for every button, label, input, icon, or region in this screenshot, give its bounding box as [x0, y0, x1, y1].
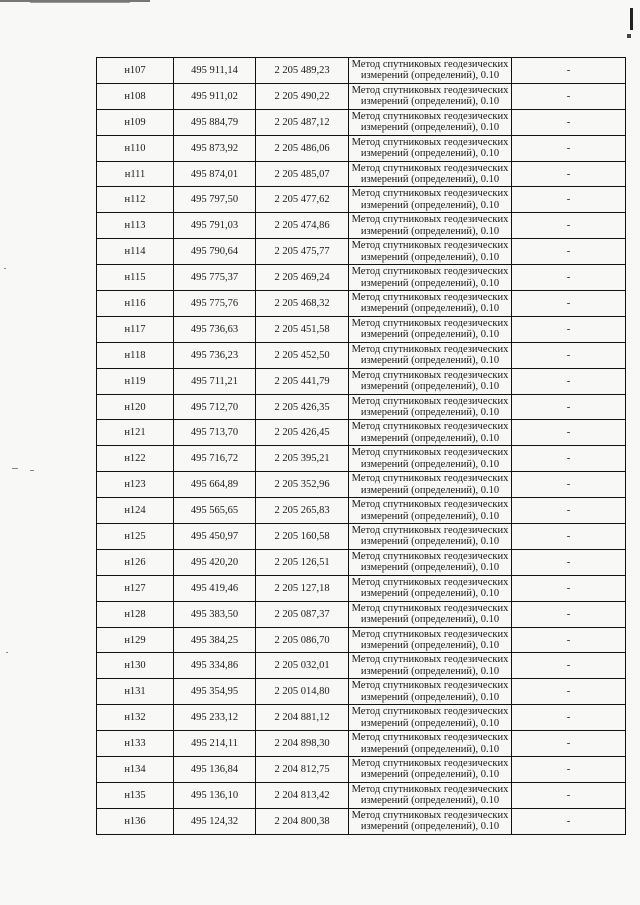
coord-x-cell: 495 565,65	[174, 498, 256, 524]
coord-x-cell: 495 791,03	[174, 213, 256, 239]
method-cell	[349, 58, 512, 84]
method-cell	[349, 679, 512, 705]
method-line2: измерений (определений), 0.10	[360, 614, 500, 626]
method-cell	[349, 653, 512, 679]
method-cell	[349, 83, 512, 109]
method-line1: Метод спутниковых геодезических	[351, 58, 509, 70]
scan-dot-mark	[627, 34, 631, 38]
coord-y-cell: 2 204 800,38	[256, 808, 349, 834]
method-line2: измерений (определений), 0.10	[360, 484, 500, 496]
coord-x-cell: 495 664,89	[174, 472, 256, 498]
description-cell: -	[512, 109, 626, 135]
method-cell	[349, 524, 512, 550]
method-line1: Метод спутниковых геодезических	[351, 447, 509, 459]
method-line2: измерений (определений), 0.10	[360, 795, 500, 807]
method-line1: Метод спутниковых геодезических	[351, 266, 509, 278]
method-line1: Метод спутниковых геодезических	[351, 550, 509, 562]
method-cell	[349, 705, 512, 731]
description-cell: -	[512, 549, 626, 575]
method-line1: Метод спутниковых геодезических	[351, 291, 509, 303]
table-row	[97, 757, 626, 783]
method-cell	[349, 394, 512, 420]
coord-x-cell: 495 450,97	[174, 524, 256, 550]
point-name-cell: н108	[97, 83, 174, 109]
description-cell: -	[512, 187, 626, 213]
point-name-cell: н133	[97, 731, 174, 757]
method-cell	[349, 239, 512, 265]
coord-x-cell: 495 334,86	[174, 653, 256, 679]
method-cell	[349, 316, 512, 342]
method-line2: измерений (определений), 0.10	[360, 536, 500, 548]
method-line2: измерений (определений), 0.10	[360, 251, 500, 263]
method-line2: измерений (определений), 0.10	[360, 381, 500, 393]
method-line2: измерений (определений), 0.10	[360, 640, 500, 652]
method-line1: Метод спутниковых геодезических	[351, 162, 509, 174]
method-cell	[349, 291, 512, 317]
method-line1: Метод спутниковых геодезических	[351, 706, 509, 718]
method-cell	[349, 213, 512, 239]
scan-speck	[4, 268, 6, 269]
table-row	[97, 601, 626, 627]
table-row	[97, 653, 626, 679]
point-name-cell: н128	[97, 601, 174, 627]
method-cell	[349, 420, 512, 446]
coord-x-cell: 495 712,70	[174, 394, 256, 420]
method-line1: Метод спутниковых геодезических	[351, 473, 509, 485]
method-line1: Метод спутниковых геодезических	[351, 343, 509, 355]
method-cell	[349, 731, 512, 757]
method-line2: измерений (определений), 0.10	[360, 821, 500, 833]
point-name-cell: н111	[97, 161, 174, 187]
description-cell: -	[512, 575, 626, 601]
coord-y-cell: 2 205 452,50	[256, 342, 349, 368]
method-line2: измерений (определений), 0.10	[360, 225, 500, 237]
method-line2: измерений (определений), 0.10	[360, 407, 500, 419]
coord-y-cell: 2 205 468,32	[256, 291, 349, 317]
point-name-cell: н120	[97, 394, 174, 420]
coord-y-cell: 2 205 127,18	[256, 575, 349, 601]
coord-x-cell: 495 736,63	[174, 316, 256, 342]
point-name-cell: н115	[97, 265, 174, 291]
coord-x-cell: 495 233,12	[174, 705, 256, 731]
method-line1: Метод спутниковых геодезических	[351, 602, 509, 614]
coord-y-cell: 2 205 426,35	[256, 394, 349, 420]
coord-y-cell: 2 205 126,51	[256, 549, 349, 575]
description-cell: -	[512, 291, 626, 317]
method-line1: Метод спутниковых геодезических	[351, 110, 509, 122]
description-cell: -	[512, 394, 626, 420]
description-cell: -	[512, 472, 626, 498]
coord-x-cell: 495 124,32	[174, 808, 256, 834]
table-row	[97, 808, 626, 834]
scan-speck	[12, 468, 18, 469]
description-cell: -	[512, 161, 626, 187]
method-line1: Метод спутниковых геодезических	[351, 421, 509, 433]
description-cell: -	[512, 498, 626, 524]
table-row	[97, 109, 626, 135]
description-cell: -	[512, 524, 626, 550]
description-cell: -	[512, 83, 626, 109]
point-name-cell: н107	[97, 58, 174, 84]
method-line1: Метод спутниковых геодезических	[351, 188, 509, 200]
coord-y-cell: 2 205 489,23	[256, 58, 349, 84]
method-line1: Метод спутниковых геодезических	[351, 317, 509, 329]
coord-x-cell: 495 214,11	[174, 731, 256, 757]
coord-y-cell: 2 205 490,22	[256, 83, 349, 109]
coordinates-table-body	[97, 58, 626, 835]
description-cell: -	[512, 368, 626, 394]
method-cell	[349, 265, 512, 291]
coord-y-cell: 2 204 812,75	[256, 757, 349, 783]
table-row	[97, 213, 626, 239]
table-row	[97, 549, 626, 575]
method-line2: измерений (определений), 0.10	[360, 70, 500, 82]
point-name-cell: н129	[97, 627, 174, 653]
method-line1: Метод спутниковых геодезических	[351, 136, 509, 148]
description-cell: -	[512, 58, 626, 84]
method-line1: Метод спутниковых геодезических	[351, 214, 509, 226]
method-line2: измерений (определений), 0.10	[360, 199, 500, 211]
coord-x-cell: 495 873,92	[174, 135, 256, 161]
point-name-cell: н112	[97, 187, 174, 213]
scan-speck	[30, 470, 34, 471]
table-row	[97, 575, 626, 601]
method-line1: Метод спутниковых геодезических	[351, 576, 509, 588]
point-name-cell: н132	[97, 705, 174, 731]
coord-y-cell: 2 205 486,06	[256, 135, 349, 161]
table-row	[97, 394, 626, 420]
table-row	[97, 291, 626, 317]
point-name-cell: н126	[97, 549, 174, 575]
coord-y-cell: 2 205 014,80	[256, 679, 349, 705]
description-cell: -	[512, 627, 626, 653]
coord-y-cell: 2 205 160,58	[256, 524, 349, 550]
description-cell: -	[512, 808, 626, 834]
method-line2: измерений (определений), 0.10	[360, 148, 500, 160]
table-row	[97, 524, 626, 550]
coord-y-cell: 2 205 474,86	[256, 213, 349, 239]
method-cell	[349, 627, 512, 653]
method-line1: Метод спутниковых геодезических	[351, 757, 509, 769]
method-cell	[349, 601, 512, 627]
description-cell: -	[512, 705, 626, 731]
coord-y-cell: 2 205 426,45	[256, 420, 349, 446]
table-row	[97, 420, 626, 446]
method-line2: измерений (определений), 0.10	[360, 277, 500, 289]
method-line1: Метод спутниковых геодезических	[351, 680, 509, 692]
table-row	[97, 446, 626, 472]
coord-y-cell: 2 204 881,12	[256, 705, 349, 731]
point-name-cell: н127	[97, 575, 174, 601]
table-row	[97, 368, 626, 394]
description-cell: -	[512, 601, 626, 627]
scan-footer-mark	[355, 892, 377, 896]
coordinates-table	[96, 57, 626, 835]
coord-x-cell: 495 911,02	[174, 83, 256, 109]
method-line1: Метод спутниковых геодезических	[351, 783, 509, 795]
point-name-cell: н118	[97, 342, 174, 368]
method-line1: Метод спутниковых геодезических	[351, 499, 509, 511]
point-name-cell: н136	[97, 808, 174, 834]
description-cell: -	[512, 342, 626, 368]
method-line2: измерений (определений), 0.10	[360, 691, 500, 703]
method-cell	[349, 446, 512, 472]
description-cell: -	[512, 239, 626, 265]
table-row	[97, 705, 626, 731]
point-name-cell: н114	[97, 239, 174, 265]
point-name-cell: н117	[97, 316, 174, 342]
coord-x-cell: 495 874,01	[174, 161, 256, 187]
point-name-cell: н135	[97, 782, 174, 808]
method-line1: Метод спутниковых геодезических	[351, 809, 509, 821]
point-name-cell: н130	[97, 653, 174, 679]
method-cell	[349, 472, 512, 498]
description-cell: -	[512, 316, 626, 342]
coord-x-cell: 495 775,76	[174, 291, 256, 317]
description-cell: -	[512, 420, 626, 446]
method-line1: Метод спутниковых геодезических	[351, 654, 509, 666]
method-cell	[349, 757, 512, 783]
table-row	[97, 239, 626, 265]
method-line2: измерений (определений), 0.10	[360, 510, 500, 522]
scan-speck	[6, 652, 8, 653]
coord-y-cell: 2 205 441,79	[256, 368, 349, 394]
coord-y-cell: 2 205 469,24	[256, 265, 349, 291]
method-line2: измерений (определений), 0.10	[360, 665, 500, 677]
coord-x-cell: 495 136,10	[174, 782, 256, 808]
method-line1: Метод спутниковых геодезических	[351, 524, 509, 536]
table-row	[97, 316, 626, 342]
point-name-cell: н122	[97, 446, 174, 472]
table-row	[97, 135, 626, 161]
point-name-cell: н121	[97, 420, 174, 446]
method-line2: измерений (определений), 0.10	[360, 562, 500, 574]
point-name-cell: н134	[97, 757, 174, 783]
coord-x-cell: 495 420,20	[174, 549, 256, 575]
method-line2: измерений (определений), 0.10	[360, 769, 500, 781]
method-line1: Метод спутниковых геодезических	[351, 395, 509, 407]
coord-x-cell: 495 136,84	[174, 757, 256, 783]
coord-y-cell: 2 205 477,62	[256, 187, 349, 213]
method-line1: Метод спутниковых геодезических	[351, 240, 509, 252]
coord-y-cell: 2 205 487,12	[256, 109, 349, 135]
method-cell	[349, 575, 512, 601]
method-line2: измерений (определений), 0.10	[360, 355, 500, 367]
coord-y-cell: 2 205 475,77	[256, 239, 349, 265]
coord-y-cell: 2 205 087,37	[256, 601, 349, 627]
table-row	[97, 265, 626, 291]
table-row	[97, 83, 626, 109]
method-line2: измерений (определений), 0.10	[360, 122, 500, 134]
coord-y-cell: 2 205 451,58	[256, 316, 349, 342]
method-line2: измерений (определений), 0.10	[360, 96, 500, 108]
scan-edge-mark	[0, 0, 150, 8]
coord-y-cell: 2 205 086,70	[256, 627, 349, 653]
method-cell	[349, 808, 512, 834]
coord-x-cell: 495 384,25	[174, 627, 256, 653]
method-cell	[349, 368, 512, 394]
point-name-cell: н113	[97, 213, 174, 239]
method-line2: измерений (определений), 0.10	[360, 588, 500, 600]
coord-x-cell: 495 711,21	[174, 368, 256, 394]
coord-y-cell: 2 205 265,83	[256, 498, 349, 524]
coord-x-cell: 495 716,72	[174, 446, 256, 472]
coord-y-cell: 2 204 813,42	[256, 782, 349, 808]
coord-x-cell: 495 797,50	[174, 187, 256, 213]
description-cell: -	[512, 731, 626, 757]
description-cell: -	[512, 782, 626, 808]
coord-x-cell: 495 354,95	[174, 679, 256, 705]
table-row	[97, 679, 626, 705]
method-line1: Метод спутниковых геодезических	[351, 628, 509, 640]
method-cell	[349, 782, 512, 808]
method-line1: Метод спутниковых геодезических	[351, 84, 509, 96]
point-name-cell: н123	[97, 472, 174, 498]
table-row	[97, 782, 626, 808]
table-row	[97, 731, 626, 757]
method-cell	[349, 549, 512, 575]
method-line2: измерений (определений), 0.10	[360, 743, 500, 755]
description-cell: -	[512, 757, 626, 783]
coord-y-cell: 2 205 032,01	[256, 653, 349, 679]
method-line2: измерений (определений), 0.10	[360, 174, 500, 185]
coord-x-cell: 495 775,37	[174, 265, 256, 291]
method-cell	[349, 187, 512, 213]
table-row	[97, 58, 626, 84]
scan-binding-mark	[630, 8, 633, 30]
coord-x-cell: 495 713,70	[174, 420, 256, 446]
method-cell	[349, 342, 512, 368]
point-name-cell: н125	[97, 524, 174, 550]
point-name-cell: н109	[97, 109, 174, 135]
description-cell: -	[512, 653, 626, 679]
method-cell	[349, 109, 512, 135]
method-cell	[349, 161, 512, 187]
method-line2: измерений (определений), 0.10	[360, 458, 500, 470]
coord-x-cell: 495 383,50	[174, 601, 256, 627]
coord-x-cell: 495 884,79	[174, 109, 256, 135]
coord-y-cell: 2 205 395,21	[256, 446, 349, 472]
method-cell	[349, 135, 512, 161]
method-line1: Метод спутниковых геодезических	[351, 369, 509, 381]
description-cell: -	[512, 679, 626, 705]
table-row	[97, 627, 626, 653]
table-row	[97, 342, 626, 368]
coord-x-cell: 495 911,14	[174, 58, 256, 84]
method-cell	[349, 498, 512, 524]
description-cell: -	[512, 135, 626, 161]
coord-y-cell: 2 204 898,30	[256, 731, 349, 757]
point-name-cell: н110	[97, 135, 174, 161]
method-line2: измерений (определений), 0.10	[360, 303, 500, 315]
method-line1: Метод спутниковых геодезических	[351, 732, 509, 744]
coord-x-cell: 495 736,23	[174, 342, 256, 368]
method-line2: измерений (определений), 0.10	[360, 329, 500, 341]
description-cell: -	[512, 446, 626, 472]
description-cell: -	[512, 265, 626, 291]
point-name-cell: н131	[97, 679, 174, 705]
coord-x-cell: 495 790,64	[174, 239, 256, 265]
method-line2: измерений (определений), 0.10	[360, 432, 500, 444]
point-name-cell: н116	[97, 291, 174, 317]
table-row	[97, 498, 626, 524]
point-name-cell: н124	[97, 498, 174, 524]
coord-y-cell: 2 205 485,07	[256, 161, 349, 187]
coord-x-cell: 495 419,46	[174, 575, 256, 601]
coord-y-cell: 2 205 352,96	[256, 472, 349, 498]
description-cell: -	[512, 213, 626, 239]
method-line2: измерений (определений), 0.10	[360, 717, 500, 729]
table-row	[97, 472, 626, 498]
point-name-cell: н119	[97, 368, 174, 394]
table-row	[97, 161, 626, 187]
table-row	[97, 187, 626, 213]
